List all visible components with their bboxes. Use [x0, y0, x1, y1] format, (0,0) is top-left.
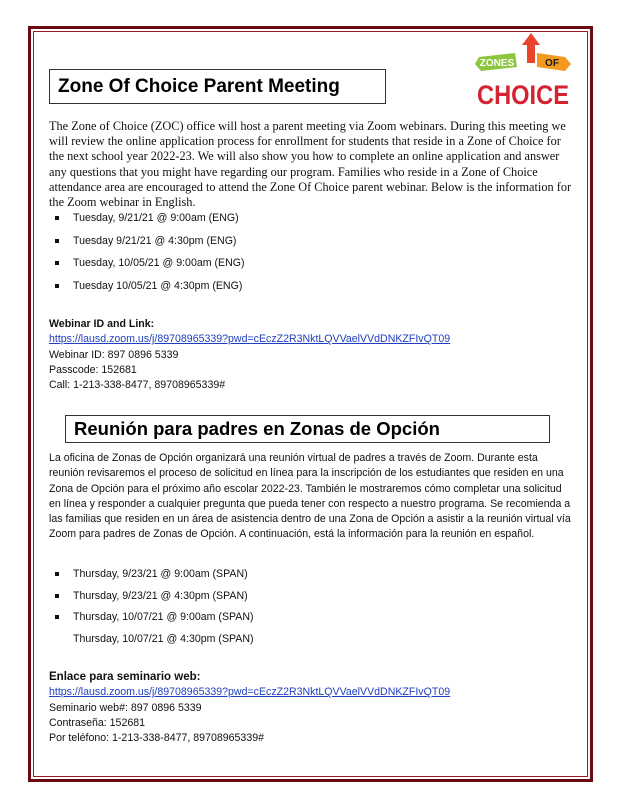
english-call-number: Call: 1-213-338-8477, 89708965339#	[49, 379, 226, 392]
logo-zones-text: ZONES	[479, 58, 515, 69]
list-item: Tuesday 10/05/21 @ 4:30pm (ENG)	[55, 279, 245, 302]
bullet-icon	[55, 284, 59, 288]
list-item: Tuesday 9/21/21 @ 4:30pm (ENG)	[55, 234, 245, 257]
english-info-heading: Webinar ID and Link:	[49, 318, 155, 330]
logo-choice-text: CHOICE	[477, 80, 569, 110]
spanish-description: La oficina de Zonas de Opción organizará una reunión virtual de padres a través de Zoom. Durante esta reunión revisaremos el proceso de solicitud en línea para la inscripción de los estudiantes que residen en una Zona de Opción para el próximo año escolar 2022-23. También le mostraremos cómo completar una solicitud en línea y responder a cualquier pregunta que pueda tener con respecto a nuestro programa. Se recomienda a las familias que residen en un área de asistencia dentro de una Zona de Opción a asistir a la reunión virtual vía Zoom para padres de Zonas de Opción. A continuación, está la información para la reunión en español.	[49, 452, 571, 541]
logo-of-text: OF	[545, 58, 559, 69]
english-webinar-id: Webinar ID: 897 0896 5339	[49, 348, 179, 361]
spanish-call-number: Por teléfono: 1-213-338-8477, 89708965339#	[49, 732, 264, 745]
bullet-icon	[55, 261, 59, 265]
list-item: Thursday, 10/07/21 @ 4:30pm (SPAN)	[73, 632, 254, 645]
english-webinar-info	[49, 317, 450, 393]
english-passcode: Passcode: 152681	[49, 363, 137, 376]
list-item: Thursday, 9/23/21 @ 4:30pm (SPAN)	[55, 589, 254, 611]
list-item: Thursday, 9/23/21 @ 9:00am (SPAN)	[55, 567, 254, 589]
spanish-webinar-info	[49, 670, 450, 746]
spanish-passcode: Contraseña: 152681	[49, 716, 146, 729]
bullet-icon	[55, 594, 59, 598]
zones-of-choice-logo	[475, 33, 571, 109]
english-zoom-link[interactable]: https://lausd.zoom.us/j/89708965339?pwd=cEczZ2R3NktLQVVaelVVdDNKZFIvQT09	[49, 333, 451, 346]
spanish-title: Reunión para padres en Zonas de Opción	[65, 415, 550, 443]
bullet-icon	[55, 216, 59, 220]
spanish-session-list	[55, 567, 254, 653]
spanish-info-heading: Enlace para seminario web:	[49, 671, 201, 683]
spanish-webinar-id: Seminario web#: 897 0896 5339	[49, 701, 202, 714]
list-item: Tuesday, 9/21/21 @ 9:00am (ENG)	[55, 211, 245, 234]
bullet-icon	[55, 572, 59, 576]
bullet-icon	[55, 239, 59, 243]
english-description: The Zone of Choice (ZOC) office will host a parent meeting via Zoom webinars. During this meeting we will review the online application process for enrollment for students that reside in a Zone of Choice for the next school year 2022-23. We will also show you how to complete an online application and answer any questions that you might have regarding our program. Families who reside in a Zone of Choice attendance area are encouraged to attend the Zone Of Choice parent webinar. Below is the information for the Zoom webinar in English.	[49, 119, 572, 210]
list-item: Tuesday, 10/05/21 @ 9:00am (ENG)	[55, 256, 245, 279]
english-session-list	[55, 211, 245, 301]
english-title: Zone Of Choice Parent Meeting	[49, 69, 386, 104]
list-item: Thursday, 10/07/21 @ 9:00am (SPAN)	[55, 610, 254, 632]
bullet-icon	[55, 615, 59, 619]
spanish-zoom-link[interactable]: https://lausd.zoom.us/j/89708965339?pwd=cEczZ2R3NktLQVVaelVVdDNKZFIvQT09	[49, 686, 451, 699]
